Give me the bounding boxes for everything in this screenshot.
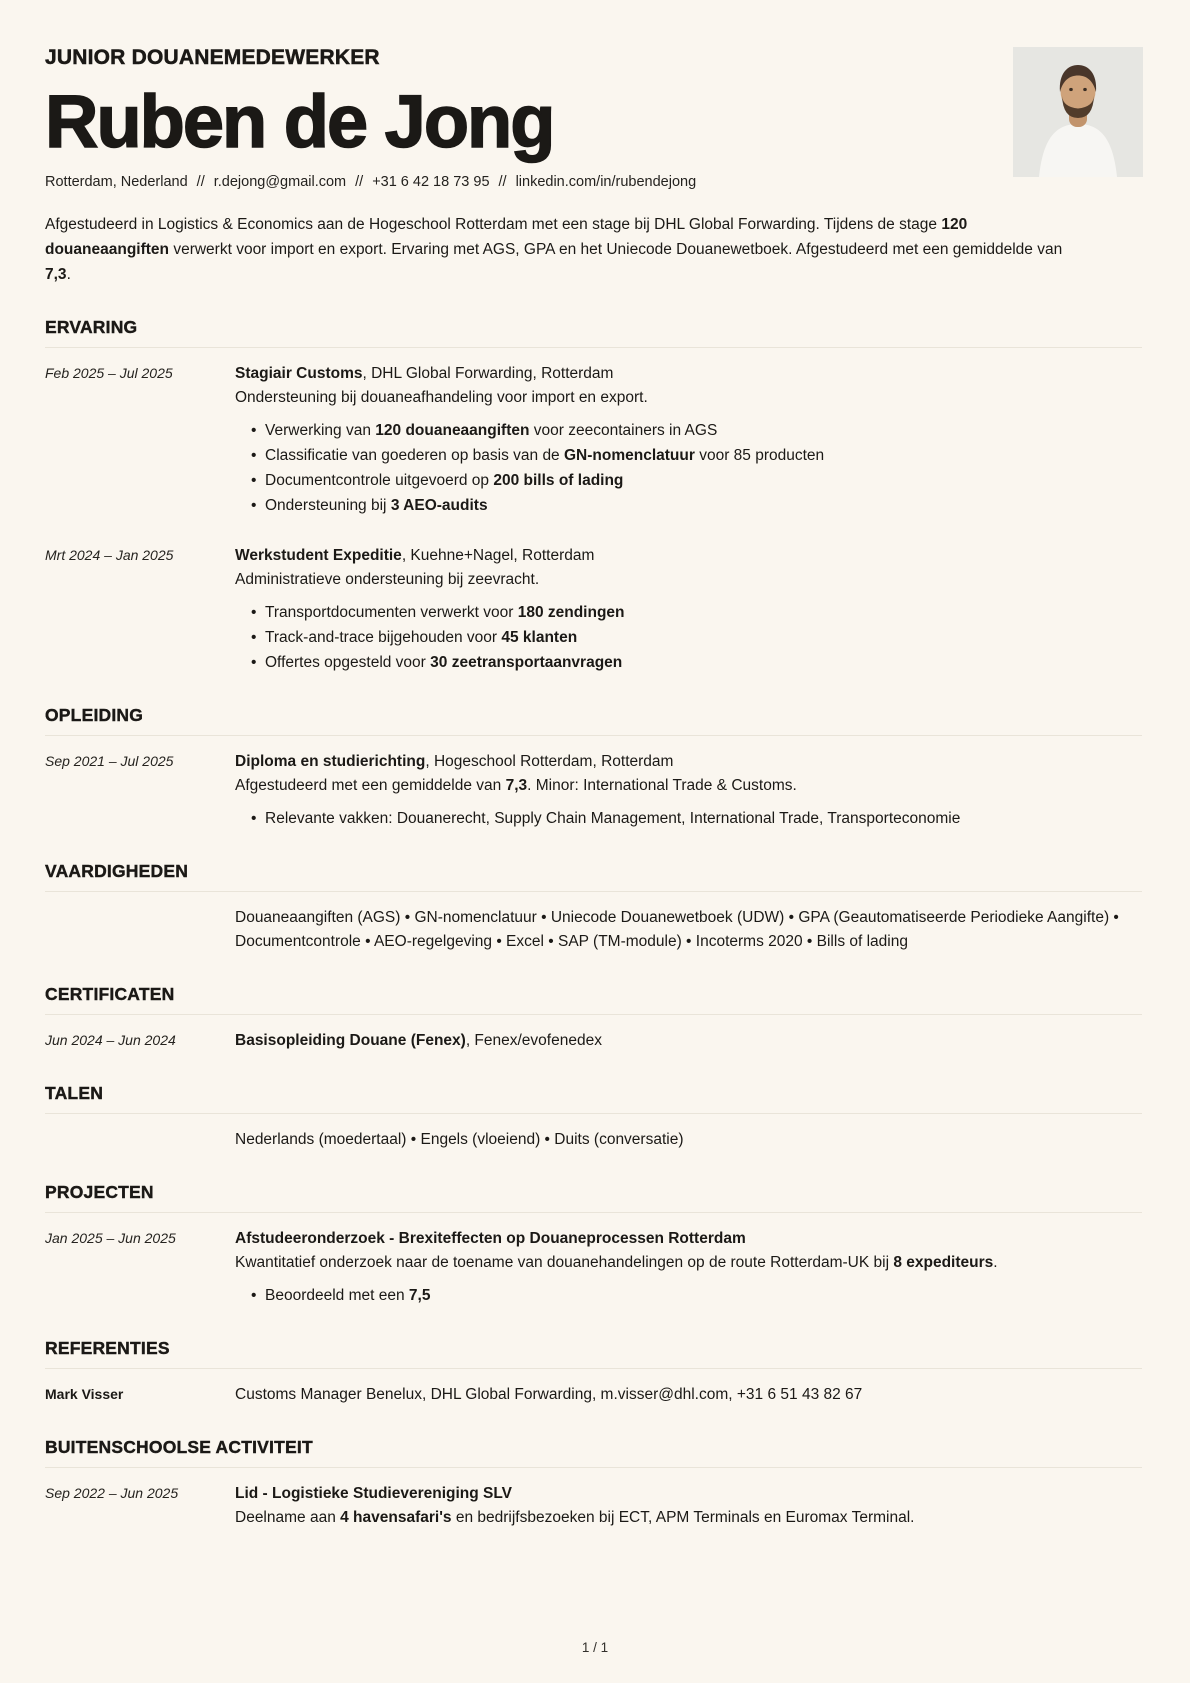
entry-date: Feb 2025 – Jul 2025 [45, 365, 173, 382]
entry-date: Sep 2021 – Jul 2025 [45, 753, 174, 770]
contact-phone: +31 6 42 18 73 95 [372, 174, 490, 191]
entry-org: , DHL Global Forwarding, Rotterdam [362, 365, 614, 383]
bullet-item: • Relevante vakken: Douanerecht, Supply Chain Management, International Trade, Transporteconomie [251, 806, 1142, 831]
bullet-item: • Track-and-trace bijgehouden voor 45 klanten [251, 625, 1142, 650]
profile-photo [1013, 47, 1143, 177]
contact-email: r.dejong@gmail.com [213, 174, 347, 191]
section-ervaring [45, 317, 1142, 675]
entry-role: Werkstudent Expeditie [235, 547, 402, 565]
entry-body [235, 362, 1142, 518]
entry-description: Afgestudeerd met een gemiddelde van 7,3. Minor: International Trade & Customs. [235, 777, 797, 795]
entry-date: Mrt 2024 – Jan 2025 [45, 547, 174, 564]
entry-date: Sep 2022 – Jun 2025 [45, 1485, 179, 1502]
profile-photo-image [1013, 47, 1143, 177]
section-heading-buitenschoolse-activiteit: BUITENSCHOOLSE ACTIVITEIT [45, 1437, 1142, 1468]
activity-title: Lid - Logistieke Studievereniging SLV [235, 1485, 513, 1503]
reference-name: Mark Visser [45, 1386, 124, 1403]
project-title: Afstudeeronderzoek - Brexiteffecten op Douaneprocessen Rotterdam [235, 1230, 746, 1248]
entry-body [235, 750, 1142, 831]
experience-entry [45, 530, 1142, 675]
skills-entry [45, 892, 1142, 954]
section-heading-certificaten: CERTIFICATEN [45, 984, 1142, 1015]
contact-separator: // [355, 174, 364, 191]
entry-body [235, 544, 1142, 675]
section-heading-opleiding: OPLEIDING [45, 705, 1142, 736]
languages-list: Nederlands (moedertaal) • Engels (vloeiend) • Duits (conversatie) [235, 1131, 684, 1149]
section-certificaten [45, 984, 1142, 1053]
section-buitenschoolse-activiteit [45, 1437, 1142, 1530]
bullet-list [235, 418, 1142, 518]
section-heading-talen: TALEN [45, 1083, 1142, 1114]
section-vaardigheden [45, 861, 1142, 954]
header [45, 46, 1142, 190]
candidate-name: Ruben de Jong [45, 80, 554, 163]
entry-description: Kwantitatief onderzoek naar de toename van douanehandelingen op de route Rotterdam-UK bij 8 expediteurs. [235, 1254, 998, 1272]
skills-list: Douaneaangiften (AGS) • GN-nomenclatuur • Uniecode Douanewetboek (UDW) • GPA (Geautomatiseerde Periodieke Aangifte) • Documentcontrole • AEO-regelgeving • Excel • SAP (TM-module) • Incoterms 2020 • Bills of lading [235, 909, 1119, 951]
bullet-item: • Documentcontrole uitgevoerd op 200 bills of lading [251, 468, 1142, 493]
activity-entry [45, 1468, 1142, 1530]
project-entry [45, 1213, 1142, 1308]
entry-description: Ondersteuning bij douaneafhandeling voor import en export. [235, 389, 648, 407]
bullet-item: • Beoordeeld met een 7,5 [251, 1283, 1142, 1308]
certificate-issuer: , Fenex/evofenedex [465, 1032, 602, 1050]
entry-body [235, 1227, 1142, 1308]
bullet-item: • Verwerking van 120 douaneaangiften voor zeecontainers in AGS [251, 418, 1142, 443]
entry-title [235, 1482, 1142, 1506]
section-projecten [45, 1182, 1142, 1308]
entry-school: , Hogeschool Rotterdam, Rotterdam [425, 753, 674, 771]
entry-org: , Kuehne+Nagel, Rotterdam [401, 547, 595, 565]
entry-body [235, 1482, 1142, 1530]
summary-text: . [66, 266, 71, 284]
entry-title [235, 362, 1142, 386]
entry-date-empty [45, 906, 235, 954]
contact-line [45, 174, 1142, 190]
contact-separator: // [196, 174, 205, 191]
certificate-entry [45, 1015, 1142, 1053]
reference-entry [45, 1369, 1142, 1407]
bullet-item: • Offertes opgesteld voor 30 zeetransportaanvragen [251, 650, 1142, 675]
section-heading-referenties: REFERENTIES [45, 1338, 1142, 1369]
summary-highlight: 7,3 [45, 266, 67, 284]
summary-text: Afgestudeerd in Logistics & Economics aan de Hogeschool Rotterdam met een stage bij DHL Global Forwarding. Tijdens de stage [45, 216, 942, 234]
entry-role: Stagiair Customs [235, 365, 363, 383]
entry-title [235, 1227, 1142, 1251]
entry-title [235, 750, 1142, 774]
bullet-item: • Classificatie van goederen op basis van de GN-nomenclatuur voor 85 producten [251, 443, 1142, 468]
experience-entry [45, 348, 1142, 518]
summary-paragraph [45, 212, 1067, 287]
section-heading-vaardigheden: VAARDIGHEDEN [45, 861, 1142, 892]
section-talen [45, 1083, 1142, 1152]
section-heading-projecten: PROJECTEN [45, 1182, 1142, 1213]
summary-highlight: 120 douaneaangiften [45, 216, 968, 259]
section-heading-ervaring: ERVARING [45, 317, 1142, 348]
entry-title [235, 544, 1142, 568]
education-entry [45, 736, 1142, 831]
entry-date: Jun 2024 – Jun 2024 [45, 1032, 176, 1049]
entry-description: Administratieve ondersteuning bij zeevracht. [235, 571, 540, 589]
entry-date: Jan 2025 – Jun 2025 [45, 1230, 176, 1247]
certificate-name: Basisopleiding Douane (Fenex) [235, 1032, 466, 1050]
contact-location: Rotterdam, Nederland [45, 174, 188, 191]
contact-separator: // [498, 174, 507, 191]
entry-degree: Diploma en studierichting [235, 753, 426, 771]
languages-entry [45, 1114, 1142, 1152]
summary-text: verwerkt voor import en export. Ervaring met AGS, GPA en het Uniecode Douanewetboek. Afgestudeerd met een gemiddelde van [169, 241, 1063, 259]
page-number: 1 / 1 [581, 1640, 609, 1655]
bullet-list [235, 600, 1142, 675]
section-opleiding [45, 705, 1142, 831]
job-title-overline: JUNIOR DOUANEMEDEWERKER [45, 46, 380, 69]
reference-details: Customs Manager Benelux, DHL Global Forwarding, m.visser@dhl.com, +31 6 51 43 82 67 [235, 1386, 863, 1404]
bullet-item: • Transportdocumenten verwerkt voor 180 zendingen [251, 600, 1142, 625]
bullet-list [235, 1283, 1142, 1308]
section-referenties [45, 1338, 1142, 1407]
entry-date-empty [45, 1128, 235, 1152]
bullet-item: • Ondersteuning bij 3 AEO-audits [251, 493, 1142, 518]
contact-linkedin: linkedin.com/in/rubendejong [515, 174, 697, 191]
entry-title [235, 1029, 1142, 1053]
bullet-list [235, 806, 1142, 831]
entry-description: Deelname aan 4 havensafari's en bedrijfsbezoeken bij ECT, APM Terminals en Euromax Terminal. [235, 1509, 915, 1527]
